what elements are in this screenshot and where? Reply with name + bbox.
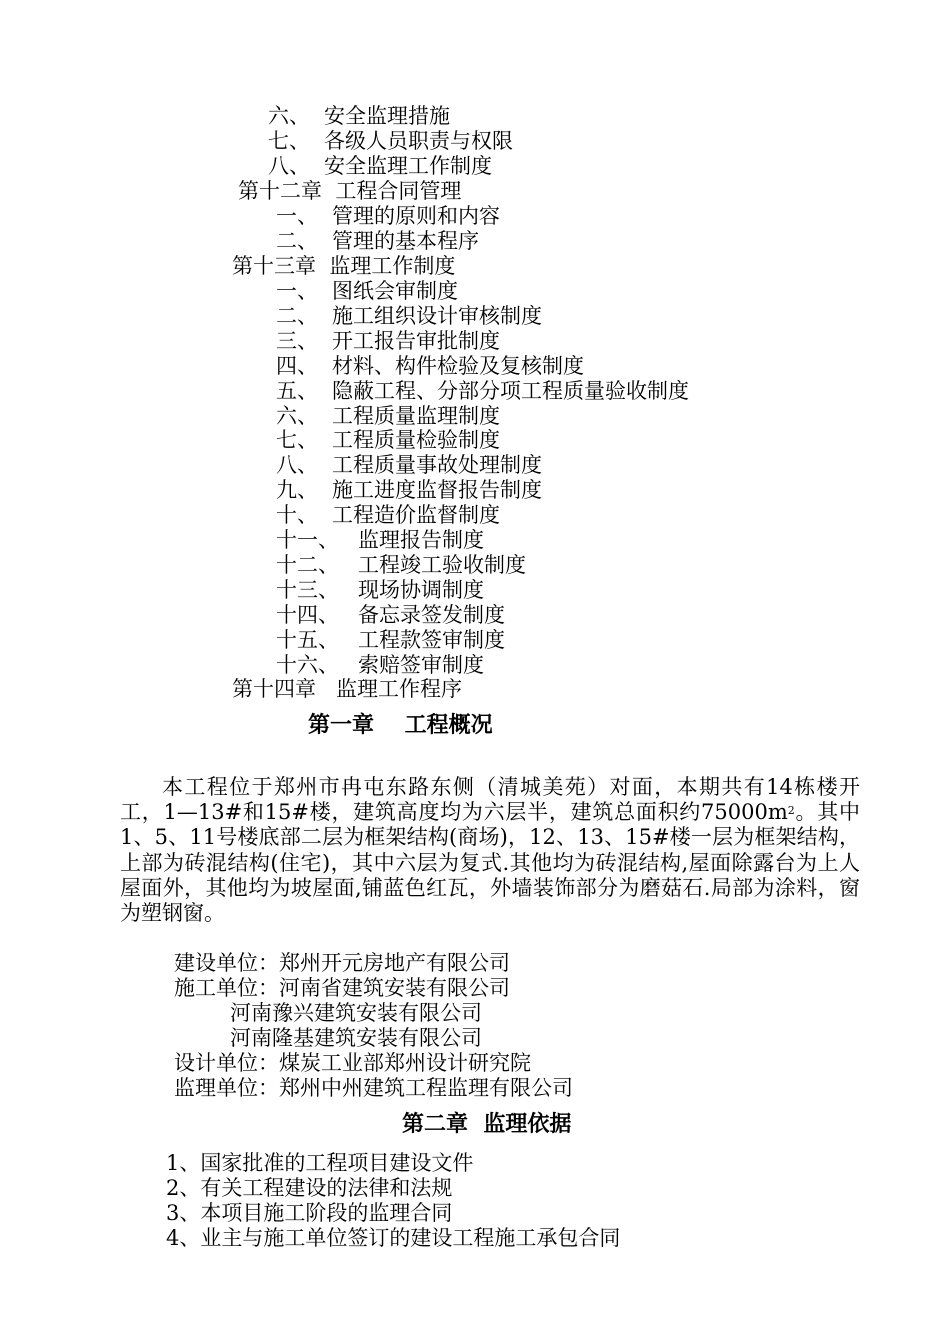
toc-item: 七、 各级人员职责与权限 [268,129,513,153]
basis-item: 2、有关工程建设的法律和法规 [166,1176,453,1200]
unit-line: 设计单位：煤炭工业部郑州设计研究院 [174,1051,531,1075]
toc-item [276,478,542,503]
toc-item-label: 索赔签审制度 [358,652,484,677]
toc-item-label: 备忘录签发制度 [358,602,505,627]
toc-item-number: 七、 [276,428,318,453]
toc-item [276,628,505,653]
toc-item [276,528,484,553]
toc-item-number: 十二、 [276,552,339,577]
basis-item: 4、业主与施工单位签订的建设工程施工承包合同 [166,1226,621,1250]
toc-item-number: 十五、 [276,627,339,652]
toc-item [276,428,500,453]
toc-item-number: 十、 [276,503,318,528]
toc-item-label: 现场协调制度 [358,577,484,602]
toc-item-number: 十一、 [276,528,339,552]
toc-item-number: 一、 [276,279,318,303]
unit-line: 河南豫兴建筑安装有限公司 [230,1001,482,1025]
toc-item-number: 九、 [276,478,318,503]
chapter-heading: 第一章 工程概况 [308,713,493,738]
toc-item [276,503,500,528]
toc-item-number: 六、 [276,403,318,428]
toc-item: 六、 安全监理措施 [268,104,450,128]
toc-item-number: 十六、 [276,652,339,677]
toc-item-label: 开工报告审批制度 [332,328,500,353]
toc-item-label: 施工进度监督报告制度 [332,478,542,503]
toc-item-label: 施工组织设计审核制度 [332,303,542,328]
toc-item-number: 三、 [276,328,318,353]
toc-item [276,279,458,304]
toc-item [276,603,505,628]
toc-item [276,653,484,678]
toc-item-label: 图纸会审制度 [332,279,458,303]
toc-item-label: 工程质量事故处理制度 [332,453,542,478]
toc-item-number: 五、 [276,378,318,403]
chapter-heading: 第二章 监理依据 [402,1112,572,1137]
toc-chapter-title: 第十四章 监理工作程序 [232,677,463,701]
toc-item-number: 八、 [276,453,318,478]
toc-item-label: 工程款签审制度 [358,627,505,652]
toc-item-number: 二、 [276,303,318,328]
toc-item [276,453,542,478]
toc-item [276,304,542,329]
toc-item: 八、 安全监理工作制度 [268,154,492,178]
toc-item-number: 十四、 [276,602,339,627]
toc-chapter-title: 第十二章 工程合同管理 [238,179,462,203]
toc-item: 二、 管理的基本程序 [276,229,479,253]
project-overview-paragraph: 本工程位于郑州市冉屯东路东侧（清城美苑）对面，本期共有14栋楼开工，1—13#和15#楼，建筑高度均为六层半，建筑总面积约$75000m^2$。其中1、5、11号楼底部二层为框架结构(商场)，12、13、15#楼一层为框架结构，上部为砖混结构(住宅)，其中六层为复式.其他均为砖混结构,屋面除露台为上人屋面外，其他均为坡屋面,铺蓝色红瓦，外墙装饰部分为磨菇石.局部为涂料，窗为塑钢窗。 [120,775,861,926]
toc-item [276,553,526,578]
unit-line: 河南隆基建筑安装有限公司 [230,1026,482,1050]
toc-item [276,379,689,404]
toc-item [276,404,500,429]
toc-item-label: 工程竣工验收制度 [358,552,526,577]
basis-item: 3、本项目施工阶段的监理合同 [166,1201,453,1225]
toc-item: 一、 管理的原则和内容 [276,204,500,228]
toc-item-label: 材料、构件检验及复核制度 [332,353,584,378]
toc-item-label: 工程造价监督制度 [332,503,500,528]
toc-item [276,354,584,379]
superscript: 2 [787,804,795,818]
unit-line: 施工单位：河南省建筑安装有限公司 [174,976,510,1000]
toc-item [276,578,484,603]
unit-line: 建设单位：郑州开元房地产有限公司 [174,951,510,975]
toc-item-number: 十三、 [276,577,339,602]
toc-item-label: 监理报告制度 [358,528,484,552]
toc-item [276,329,500,354]
unit-line: 监理单位：郑州中州建筑工程监理有限公司 [174,1076,573,1100]
basis-item: 1、国家批准的工程项目建设文件 [166,1151,474,1175]
toc-chapter-title: 第十三章 监理工作制度 [232,254,456,278]
toc-item-label: 工程质量监理制度 [332,403,500,428]
toc-item-label: 工程质量检验制度 [332,428,500,453]
toc-item-label: 隐蔽工程、分部分项工程质量验收制度 [332,378,689,403]
toc-item-number: 四、 [276,353,318,378]
